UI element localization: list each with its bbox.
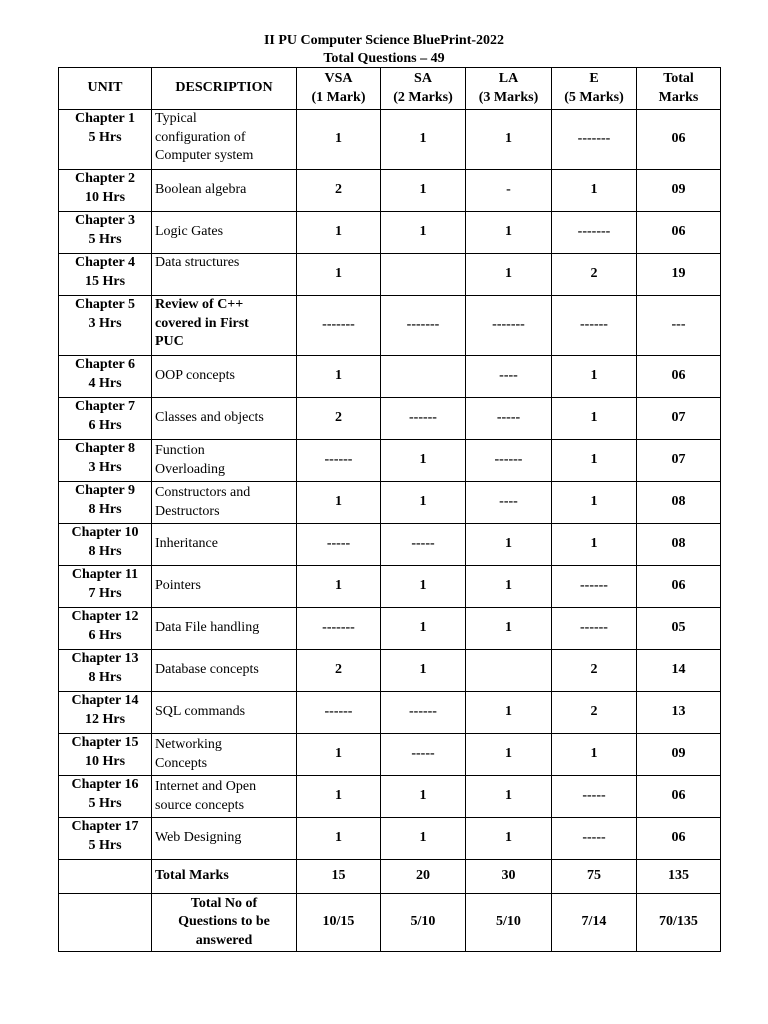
sa-cell: ------- — [381, 296, 466, 356]
header-sa: SA (2 Marks) — [381, 68, 466, 110]
e-cell: ----- — [552, 776, 637, 818]
sa-cell: 1 — [381, 212, 466, 254]
total-cell: 09 — [637, 170, 721, 212]
total-cell: 08 — [637, 524, 721, 566]
la-cell: 1 — [466, 776, 552, 818]
table-row — [59, 692, 721, 734]
la-cell: 1 — [466, 608, 552, 650]
table-row — [59, 566, 721, 608]
e-cell: 2 — [552, 692, 637, 734]
sa-cell: 1 — [381, 170, 466, 212]
sa-cell: ------ — [381, 692, 466, 734]
sa-cell: 1 — [381, 440, 466, 482]
vsa-cell: 1 — [297, 818, 381, 860]
unit-cell — [59, 356, 152, 398]
description-line: Inheritance — [155, 536, 218, 552]
chapter-hours: 5 Hrs — [88, 795, 122, 811]
description-line: Review of C++ — [155, 297, 244, 312]
e-cell: ------ — [552, 566, 637, 608]
la-cell — [466, 650, 552, 692]
table-row — [59, 398, 721, 440]
e-cell: 1 — [552, 440, 637, 482]
unit-cell — [59, 776, 152, 818]
e-cell: ------ — [552, 608, 637, 650]
description-line: Concepts — [155, 755, 208, 771]
vsa-cell: 2 — [297, 650, 381, 692]
chapter-label: Chapter 15 — [71, 735, 139, 750]
unit-cell — [59, 254, 152, 296]
sa-cell: ------ — [381, 398, 466, 440]
table-row — [59, 734, 721, 776]
e-cell: 1 — [552, 170, 637, 212]
e-cell: 1 — [552, 398, 637, 440]
chapter-hours: 3 Hrs — [88, 315, 122, 331]
description-cell — [152, 524, 297, 566]
description-line: OOP concepts — [155, 368, 235, 384]
table-row — [59, 650, 721, 692]
la-cell: ---- — [466, 482, 552, 524]
description-cell — [152, 608, 297, 650]
unit-cell — [59, 482, 152, 524]
total-cell: 09 — [637, 734, 721, 776]
description-line: covered in First — [155, 315, 249, 331]
chapter-hours: 6 Hrs — [88, 627, 122, 643]
la-cell: 1 — [466, 692, 552, 734]
chapter-hours: 8 Hrs — [88, 543, 122, 559]
header-total: Total Marks — [637, 68, 721, 110]
total-cell: 13 — [637, 692, 721, 734]
chapter-label: Chapter 17 — [71, 819, 139, 834]
description-cell — [152, 692, 297, 734]
chapter-label: Chapter 16 — [71, 777, 139, 792]
vsa-cell: 1 — [297, 356, 381, 398]
e-cell: ------- — [552, 110, 637, 170]
la-cell: 1 — [466, 254, 552, 296]
unit-cell — [59, 650, 152, 692]
description-cell — [152, 296, 297, 356]
chapter-label: Chapter 1 — [74, 111, 136, 126]
total-vsa: 15 — [297, 860, 381, 894]
vsa-cell: 1 — [297, 734, 381, 776]
table-body — [59, 110, 721, 860]
unit-cell — [59, 692, 152, 734]
table-row — [59, 524, 721, 566]
e-cell: 1 — [552, 734, 637, 776]
answered-sa: 5/10 — [381, 894, 466, 952]
total-cell: 07 — [637, 398, 721, 440]
table-row — [59, 212, 721, 254]
chapter-label: Chapter 10 — [71, 525, 139, 540]
description-line: Internet and Open — [155, 779, 257, 794]
sa-cell: 1 — [381, 110, 466, 170]
description-line: Destructors — [155, 503, 220, 519]
description-line: Boolean algebra — [155, 182, 247, 198]
description-line: Typical — [155, 111, 197, 126]
total-la: 30 — [466, 860, 552, 894]
description-cell — [152, 398, 297, 440]
la-cell: 1 — [466, 524, 552, 566]
answered-total: 70/135 — [637, 894, 721, 952]
unit-cell — [59, 440, 152, 482]
description-line: Web Designing — [155, 830, 242, 846]
description-line: Logic Gates — [155, 224, 224, 240]
description-line: Networking — [155, 737, 222, 752]
vsa-cell: 1 — [297, 776, 381, 818]
description-line: Data File handling — [155, 620, 260, 636]
description-line: Pointers — [155, 578, 201, 594]
chapter-label: Chapter 7 — [74, 399, 136, 414]
vsa-cell: ------ — [297, 440, 381, 482]
total-marks-unit — [59, 860, 152, 894]
description-cell — [152, 818, 297, 860]
description-line: SQL commands — [155, 704, 246, 720]
total-cell: 06 — [637, 566, 721, 608]
vsa-cell: ------ — [297, 692, 381, 734]
unit-cell — [59, 608, 152, 650]
chapter-label: Chapter 9 — [74, 483, 136, 498]
blueprint-table — [58, 67, 721, 952]
chapter-hours: 12 Hrs — [84, 711, 126, 727]
sa-cell: 1 — [381, 608, 466, 650]
unit-cell — [59, 524, 152, 566]
sa-cell: 1 — [381, 650, 466, 692]
description-cell — [152, 566, 297, 608]
description-line: source concepts — [155, 797, 245, 813]
description-cell — [152, 170, 297, 212]
questions-answered-unit — [59, 894, 152, 952]
description-line: Classes and objects — [155, 410, 264, 426]
total-e: 75 — [552, 860, 637, 894]
sa-cell: ----- — [381, 524, 466, 566]
table-row — [59, 440, 721, 482]
unit-cell — [59, 398, 152, 440]
chapter-label: Chapter 5 — [74, 297, 136, 312]
chapter-label: Chapter 2 — [74, 171, 136, 186]
chapter-label: Chapter 4 — [74, 255, 136, 270]
chapter-hours: 5 Hrs — [88, 231, 122, 247]
chapter-hours: 15 Hrs — [84, 273, 126, 289]
e-cell: ------ — [552, 296, 637, 356]
description-cell — [152, 254, 297, 296]
total-cell: 06 — [637, 818, 721, 860]
vsa-cell: 2 — [297, 398, 381, 440]
table-row — [59, 608, 721, 650]
description-cell — [152, 776, 297, 818]
description-line: Database concepts — [155, 662, 259, 678]
chapter-label: Chapter 8 — [74, 441, 136, 456]
chapter-hours: 10 Hrs — [84, 189, 126, 205]
la-cell: ---- — [466, 356, 552, 398]
vsa-cell: 1 — [297, 482, 381, 524]
la-cell: 1 — [466, 734, 552, 776]
description-line: Constructors and — [155, 485, 251, 500]
vsa-cell: 1 — [297, 254, 381, 296]
header-row — [59, 68, 721, 110]
header-vsa: VSA (1 Mark) — [297, 68, 381, 110]
table-row — [59, 296, 721, 356]
unit-cell — [59, 212, 152, 254]
sa-cell: 1 — [381, 776, 466, 818]
total-cell: 08 — [637, 482, 721, 524]
sa-cell: 1 — [381, 566, 466, 608]
total-total: 135 — [637, 860, 721, 894]
page-title: II PU Computer Science BluePrint-2022 — [263, 33, 505, 48]
chapter-hours: 8 Hrs — [88, 501, 122, 517]
answered-vsa: 10/15 — [297, 894, 381, 952]
sa-cell — [381, 356, 466, 398]
sa-cell: 1 — [381, 818, 466, 860]
la-cell: 1 — [466, 110, 552, 170]
la-cell: 1 — [466, 212, 552, 254]
answered-la: 5/10 — [466, 894, 552, 952]
page-subtitle: Total Questions – 49 — [323, 51, 445, 66]
description-line: Function — [155, 443, 205, 458]
chapter-hours: 3 Hrs — [88, 459, 122, 475]
table-row — [59, 254, 721, 296]
la-cell: ------ — [466, 440, 552, 482]
description-cell — [152, 482, 297, 524]
vsa-cell: ----- — [297, 524, 381, 566]
chapter-label: Chapter 12 — [71, 609, 139, 624]
description-line: Overloading — [155, 461, 225, 477]
vsa-cell: ------- — [297, 296, 381, 356]
chapter-hours: 7 Hrs — [88, 585, 122, 601]
table-row — [59, 776, 721, 818]
total-cell: 19 — [637, 254, 721, 296]
header-la: LA (3 Marks) — [466, 68, 552, 110]
total-cell: 06 — [637, 356, 721, 398]
la-cell: ------- — [466, 296, 552, 356]
total-cell: 06 — [637, 110, 721, 170]
vsa-cell: 1 — [297, 110, 381, 170]
total-cell: 06 — [637, 212, 721, 254]
e-cell: 1 — [552, 524, 637, 566]
total-cell: 06 — [637, 776, 721, 818]
vsa-cell: ------- — [297, 608, 381, 650]
chapter-hours: 10 Hrs — [84, 753, 126, 769]
description-cell — [152, 440, 297, 482]
description-line: PUC — [155, 334, 184, 349]
la-cell: ----- — [466, 398, 552, 440]
unit-cell — [59, 296, 152, 356]
unit-cell — [59, 734, 152, 776]
e-cell: 2 — [552, 650, 637, 692]
sa-cell: ----- — [381, 734, 466, 776]
table-row — [59, 482, 721, 524]
total-cell: --- — [637, 296, 721, 356]
description-line: Data structures — [155, 255, 240, 270]
sa-cell: 1 — [381, 482, 466, 524]
description-cell — [152, 212, 297, 254]
chapter-hours: 8 Hrs — [88, 669, 122, 685]
header-e: E (5 Marks) — [552, 68, 637, 110]
la-cell: 1 — [466, 566, 552, 608]
unit-cell — [59, 170, 152, 212]
total-cell: 14 — [637, 650, 721, 692]
unit-cell — [59, 818, 152, 860]
answered-e: 7/14 — [552, 894, 637, 952]
description-cell — [152, 356, 297, 398]
description-cell — [152, 734, 297, 776]
la-cell: - — [466, 170, 552, 212]
sa-cell — [381, 254, 466, 296]
questions-answered-row — [59, 894, 721, 952]
e-cell: 1 — [552, 482, 637, 524]
chapter-hours: 6 Hrs — [88, 417, 122, 433]
total-cell: 05 — [637, 608, 721, 650]
total-marks-label: Total Marks — [152, 860, 297, 894]
total-sa: 20 — [381, 860, 466, 894]
vsa-cell: 2 — [297, 170, 381, 212]
chapter-hours: 5 Hrs — [88, 129, 122, 145]
chapter-label: Chapter 14 — [71, 693, 139, 708]
e-cell: 2 — [552, 254, 637, 296]
chapter-label: Chapter 6 — [74, 357, 136, 372]
chapter-label: Chapter 11 — [71, 567, 139, 582]
questions-answered-label: Total No of Questions to be answered — [152, 894, 297, 952]
vsa-cell: 1 — [297, 212, 381, 254]
unit-cell — [59, 110, 152, 170]
e-cell: ----- — [552, 818, 637, 860]
chapter-hours: 5 Hrs — [88, 837, 122, 853]
description-line: configuration of — [155, 129, 246, 145]
table-row — [59, 110, 721, 170]
table-row — [59, 818, 721, 860]
la-cell: 1 — [466, 818, 552, 860]
chapter-hours: 4 Hrs — [88, 375, 122, 391]
table-row — [59, 356, 721, 398]
total-cell: 07 — [637, 440, 721, 482]
vsa-cell: 1 — [297, 566, 381, 608]
description-line: Computer system — [155, 148, 254, 163]
header-description: DESCRIPTION — [152, 68, 297, 110]
e-cell: 1 — [552, 356, 637, 398]
description-cell — [152, 650, 297, 692]
chapter-label: Chapter 13 — [71, 651, 139, 666]
description-cell — [152, 110, 297, 170]
e-cell: ------- — [552, 212, 637, 254]
table-row — [59, 170, 721, 212]
header-unit: UNIT — [59, 68, 152, 110]
unit-cell — [59, 566, 152, 608]
total-marks-row — [59, 860, 721, 894]
chapter-label: Chapter 3 — [74, 213, 136, 228]
